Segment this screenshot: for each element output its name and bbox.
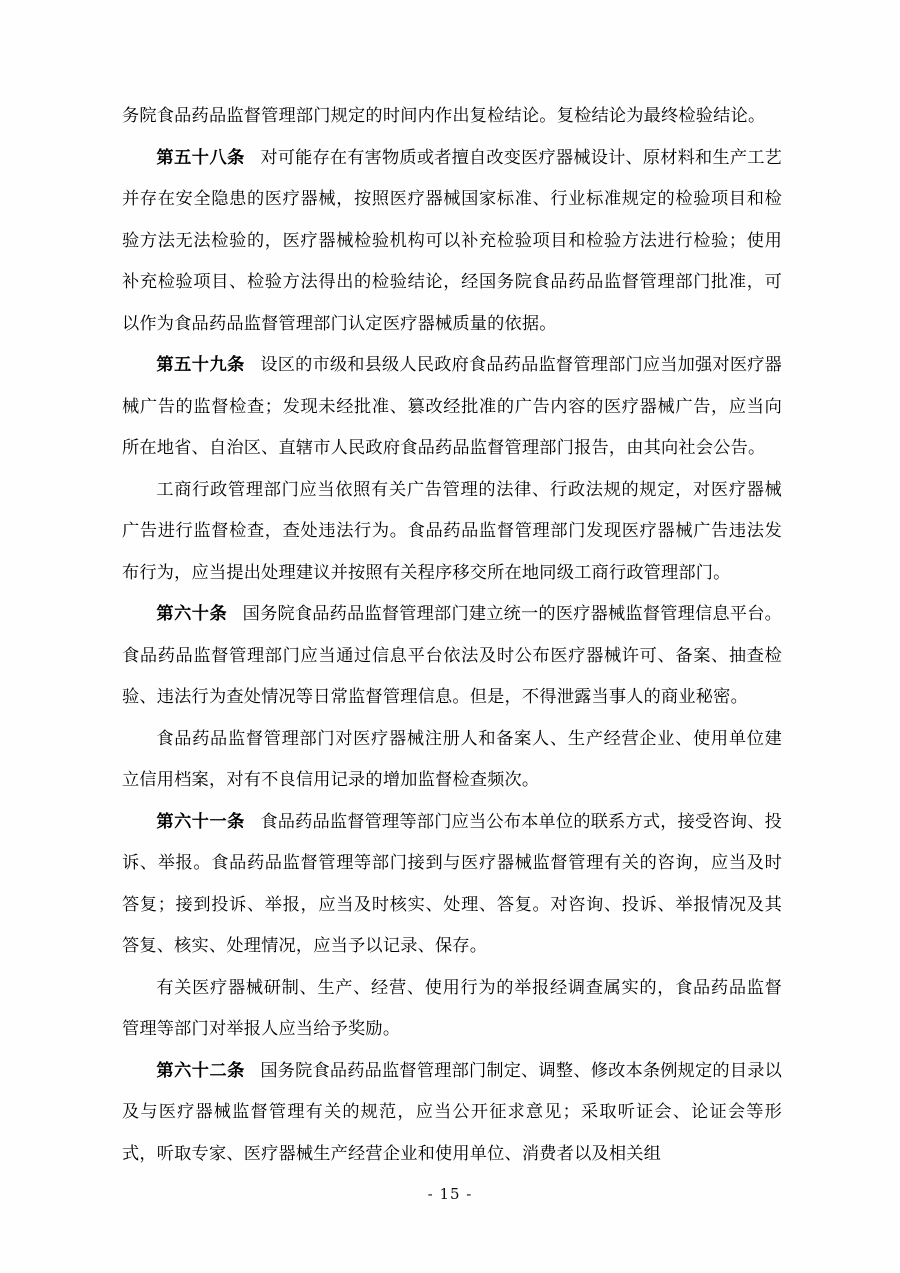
article-number-62: 第六十二条 — [156, 1060, 245, 1081]
paragraph-text: 对可能存在有害物质或者擅自改变医疗器械设计、原材料和生产工艺并存在安全隐患的医疗器械，按照医疗器械国家标准、行业标准规定的检验项目和检验方法无法检验的，医疗器械检验机构可以补充检验项目和检验方法进行检验；使用补充检验项目、检验方法得出的检验结论，经国务院食品药品监督管理部门批准，可以作为食品药品监督管理部门认定医疗器械质量的依据。 — [122, 147, 782, 334]
paragraph-continued — [122, 96, 782, 138]
paragraph-article-59 — [122, 345, 782, 470]
paragraph-text: 食品药品监督管理等部门应当公布本单位的联系方式，接受咨询、投诉、举报。食品药品监督管理等部门接到与医疗器械监督管理有关的咨询，应当及时答复；接到投诉、举报，应当及时核实、处理、答复。对咨询、投诉、举报情况及其答复、核实、处理情况，应当予以记录、保存。 — [122, 811, 782, 956]
paragraph-text: 食品药品监督管理部门对医疗器械注册人和备案人、生产经营企业、使用单位建立信用档案，对有不良信用记录的增加监督检查频次。 — [122, 728, 782, 790]
article-number-59: 第五十九条 — [156, 355, 245, 375]
paragraph-text: 工商行政管理部门应当依照有关广告管理的法律、行政法规的规定，对医疗器械广告进行监督检查，查处违法行为。食品药品监督管理部门发现医疗器械广告违法发布行为，应当提出处理建议并按照有关程序移交所在地同级工商行政管理部门。 — [122, 479, 782, 583]
paragraph-article-61-sub2 — [122, 968, 782, 1051]
paragraph-text: 设区的市级和县级人民政府食品药品监督管理部门应当加强对医疗器械广告的监督检查；发现未经批准、篡改经批准的广告内容的医疗器械广告，应当向所在地省、自治区、直辖市人民政府食品药品监督管理部门报告，由其向社会公告。 — [122, 355, 782, 458]
paragraph-article-58 — [122, 138, 782, 346]
paragraph-article-60-sub2 — [122, 719, 782, 802]
paragraph-text: 国务院食品药品监督管理部门制定、调整、修改本条例规定的目录以及与医疗器械监督管理有关的规范，应当公开征求意见；采取听证会、论证会等形式，听取专家、医疗器械生产经营企业和使用单位、消费者以及相关组 — [122, 1060, 782, 1164]
paragraph-text: 务院食品药品监督管理部门规定的时间内作出复检结论。复检结论为最终检验结论。 — [122, 106, 766, 126]
paragraph-text: 有关医疗器械研制、生产、经营、使用行为的举报经调查属实的，食品药品监督管理等部门对举报人应当给予奖励。 — [122, 977, 782, 1039]
paragraph-article-61 — [122, 802, 782, 968]
article-number-61: 第六十一条 — [156, 811, 245, 832]
paragraph-article-59-sub2 — [122, 470, 782, 595]
page-body — [122, 96, 782, 1175]
article-number-58: 第五十八条 — [156, 147, 245, 168]
paragraph-article-60 — [122, 594, 782, 719]
paragraph-article-62 — [122, 1051, 782, 1176]
article-number-60: 第六十条 — [156, 604, 228, 624]
page-number: - 15 - — [427, 1185, 473, 1203]
paragraph-text: 国务院食品药品监督管理部门建立统一的医疗器械监督管理信息平台。食品药品监督管理部门应当通过信息平台依法及时公布医疗器械许可、备案、抽查检验、违法行为查处情况等日常监督管理信息。但是，不得泄露当事人的商业秘密。 — [122, 604, 782, 707]
